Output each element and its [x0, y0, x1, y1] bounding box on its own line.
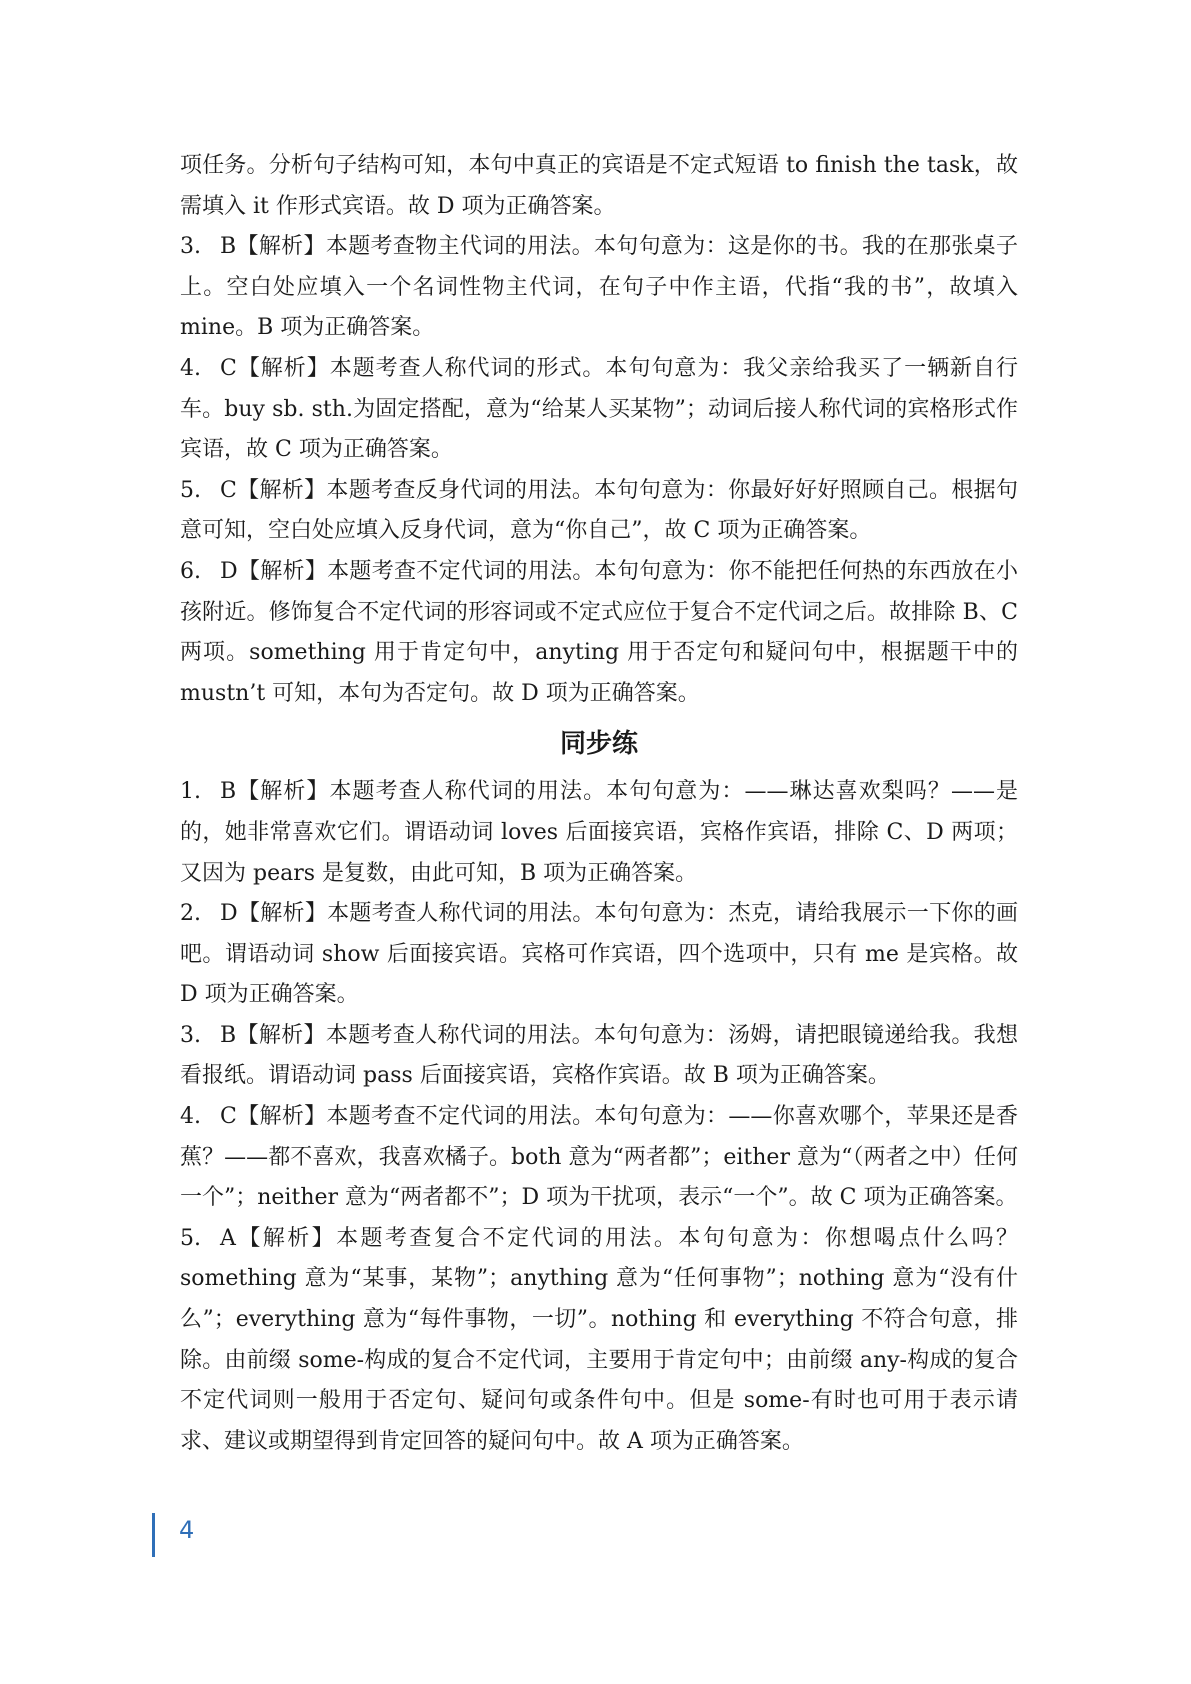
answer-item-5	[180, 471, 1018, 552]
item-number: 5.	[180, 1225, 201, 1251]
item-text: D【解析】本题考查不定代词的用法。本句句意为：你不能把任何热的东西放在小孩附近。修饰复合不定代词的形容词或不定式应位于复合不定代词之后。故排除 B、C 两项。something 用于肯定句中，anyting 用于否定句和疑问句中，根据题干中的 mustn’t 可知，本句为否定句。故 D 项为正确答案。	[180, 558, 1018, 706]
item-text: B【解析】本题考查人称代词的用法。本句句意为：——琳达喜欢梨吗？——是的，她非常喜欢它们。谓语动词 loves 后面接宾语，宾格作宾语，排除 C、D 两项；又因为 pears 是复数，由此可知，B 项为正确答案。	[180, 779, 1018, 886]
item-number: 5.	[180, 477, 201, 503]
item-text: A【解析】本题考查复合不定代词的用法。本句句意为：你想喝点什么吗？something 意为“某事，某物”；anything 意为“任何事物”；nothing 意为“没有什么”；everything 意为“每件事物，一切”。nothing 和 everything 不符合句意，排除。由前缀 some-构成的复合不定代词，主要用于肯定句中；由前缀 any-构成的复合不定代词则一般用于否定句、疑问句或条件句中。但是 some-有时也可用于表示请求、建议或期望得到肯定回答的疑问句中。故 A 项为正确答案。	[180, 1225, 1018, 1454]
practice-item-4	[180, 1097, 1018, 1219]
footer-accent-bar	[152, 1513, 155, 1557]
item-text: C【解析】本题考查人称代词的形式。本句句意为：我父亲给我买了一辆新自行车。buy sb. sth.为固定搭配，意为“给某人买某物”；动词后接人称代词的宾格形式作宾语，故 C 项为正确答案。	[180, 355, 1018, 463]
item-number: 6.	[180, 558, 201, 584]
answer-item-6	[180, 552, 1018, 714]
paragraph-text: 项任务。分析句子结构可知，本句中真正的宾语是不定式短语 to finish the task，故需填入 it 作形式宾语。故 D 项为正确答案。	[180, 153, 1018, 219]
item-text: C【解析】本题考查反身代词的用法。本句句意为：你最好好好照顾自己。根据句意可知，空白处应填入反身代词，意为“你自己”，故 C 项为正确答案。	[180, 477, 1018, 544]
answer-item-3	[180, 227, 1018, 349]
section-heading: 同步练	[559, 729, 638, 760]
item-text: C【解析】本题考查不定代词的用法。本句句意为：——你喜欢哪个，苹果还是香蕉？——都不喜欢，我喜欢橘子。both 意为“两者都”；either 意为“（两者之中）任何一个”；neither 意为“两者都不”；D 项为干扰项，表示“一个”。故 C 项为正确答案。	[180, 1104, 1018, 1211]
paragraph-continued	[180, 146, 1018, 227]
item-number: 2.	[180, 901, 201, 927]
practice-item-5	[180, 1219, 1018, 1463]
item-number: 1.	[180, 779, 201, 805]
answer-item-4	[180, 349, 1018, 471]
item-text: D【解析】本题考查人称代词的用法。本句句意为：杰克，请给我展示一下你的画吧。谓语动词 show 后面接宾语。宾格可作宾语，四个选项中，只有 me 是宾格。故 D 项为正确答案。	[180, 901, 1018, 1008]
item-number: 3.	[180, 234, 201, 260]
answer-explanations	[180, 146, 1018, 1462]
item-text: B【解析】本题考查物主代词的用法。本句句意为：这是你的书。我的在那张桌子上。空白处应填入一个名词性物主代词，在句子中作主语，代指“我的书”，故填入 mine。B 项为正确答案。	[180, 234, 1018, 341]
page-number: 4	[179, 1516, 195, 1544]
item-number: 4.	[180, 355, 201, 381]
item-number: 4.	[180, 1104, 201, 1130]
item-number: 3.	[180, 1022, 201, 1048]
practice-item-2	[180, 894, 1018, 1016]
practice-item-1	[180, 772, 1018, 894]
practice-item-3	[180, 1016, 1018, 1097]
item-text: B【解析】本题考查人称代词的用法。本句句意为：汤姆，请把眼镜递给我。我想看报纸。谓语动词 pass 后面接宾语，宾格作宾语。故 B 项为正确答案。	[180, 1022, 1018, 1089]
